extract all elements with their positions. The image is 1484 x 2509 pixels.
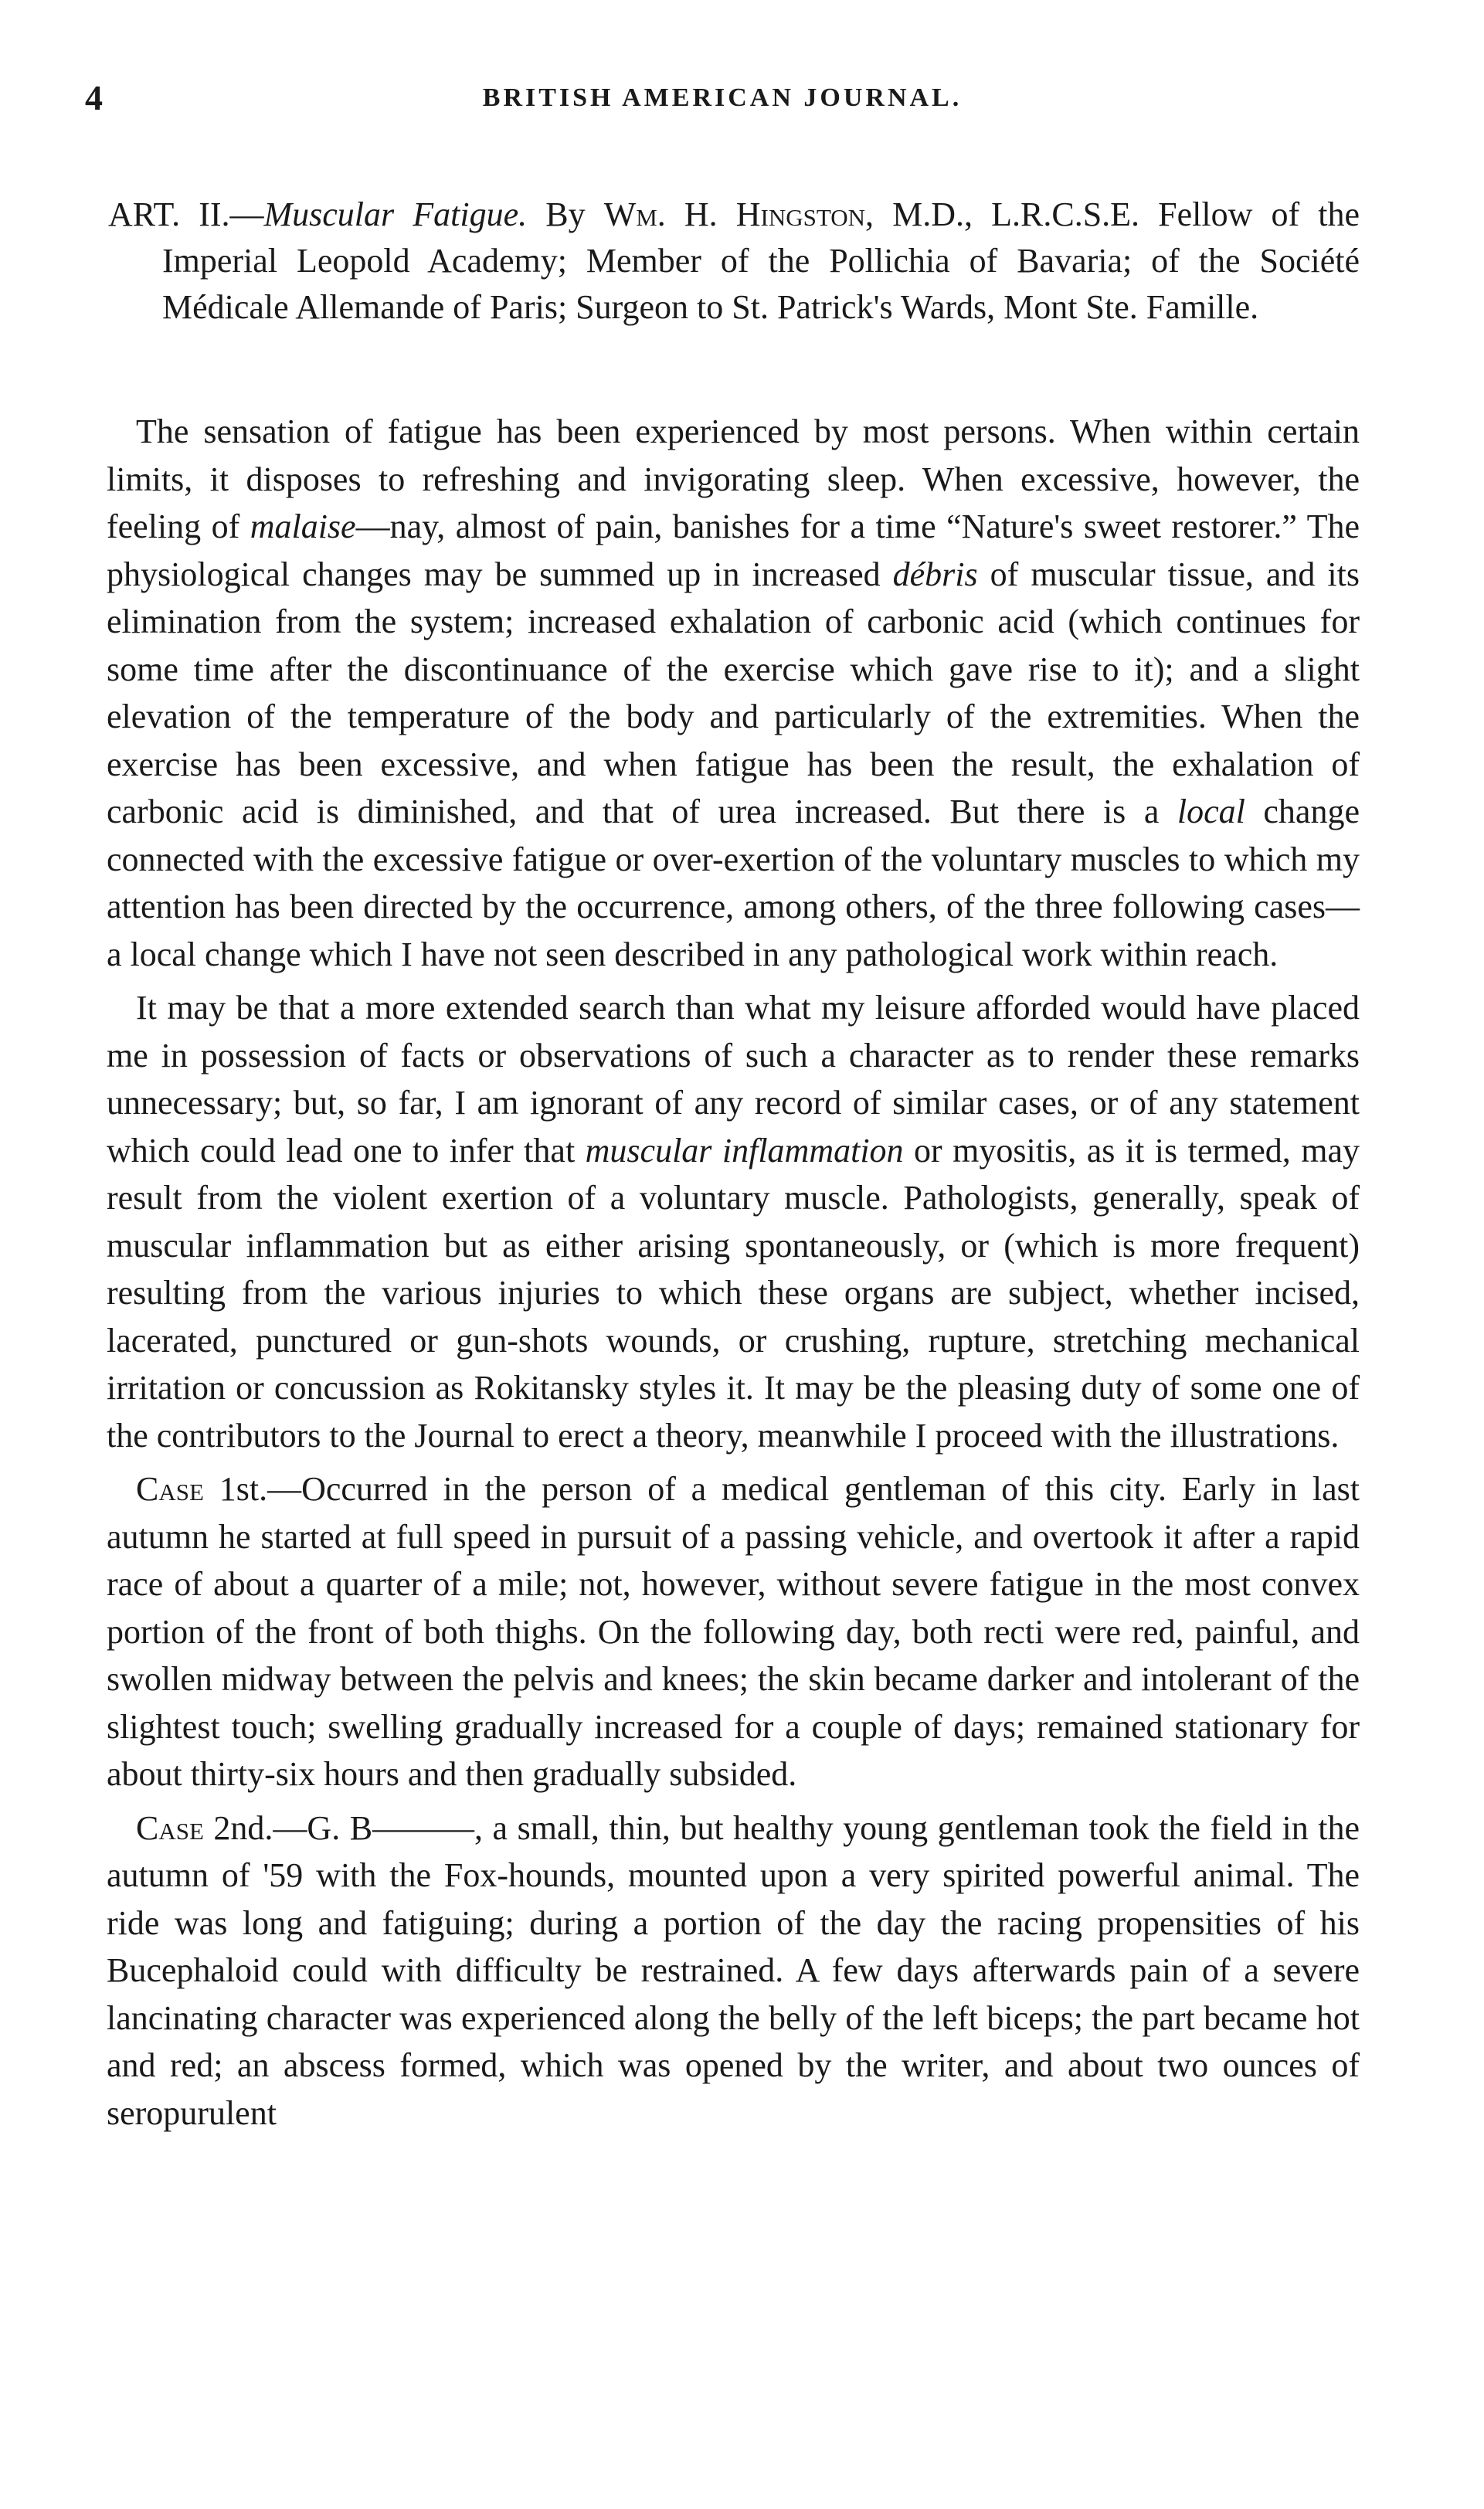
paragraph-1-text-c: —nay, almost of pain, banishes for a time “Nature's sweet restorer.” The physiological changes may be summed up in increased [107, 508, 1360, 593]
paragraph-1-emphasis-malaise: malaise [250, 508, 356, 545]
paragraph-case-2 [107, 1805, 1360, 2137]
article-heading [108, 192, 1360, 331]
case-1-text: 1st.—Occurred in the person of a medical gentleman of this city. Early in last autumn he started at full speed in pursuit of a passing vehicle, and overtook it after a rapid race of about a quarter of a mile; not, however, without severe fatigue in the most convex portion of the front of both thighs. On the following day, both recti were red, painful, and swollen midway between the pelvis and knees; the skin became darker and intolerant of the slightest touch; swelling gradually increased for a couple of days; remained stationary for about thirty-six hours and then gradually subsided. [107, 1470, 1360, 1793]
running-head [85, 77, 1360, 124]
journal-title: BRITISH AMERICAN JOURNAL. [482, 83, 963, 112]
article-by: By [527, 195, 604, 233]
paragraph-1-text-g: change connected with the excessive fatigue or over-exertion of the voluntary muscles to which my attention has been directed by the occurrence, among others, of the three following cases—a local change which I have not seen described in any pathological work within reach. [107, 793, 1360, 973]
paragraph-case-1 [107, 1465, 1360, 1798]
paragraph-1 [107, 408, 1360, 978]
case-2-text: 2nd.—G. B———, a small, thin, but healthy young gentleman took the field in the autumn of '59 with the Fox-hounds, mounted upon a very spirited powerful animal. The ride was long and fatiguing; during a portion of the day the racing propensities of his Bucephaloid could with difficulty be restrained. A few days afterwards pain of a severe lancinating character was experienced along the belly of the left biceps; the part became hot and red; an abscess formed, which was opened by the writer, and about two ounces of seropurulent [107, 1808, 1360, 2132]
author-credentials: , M.D., L.R.C.S.E. Fellow of the Imperial Leopold Academy; Member of the Pollichia of Bavaria; of the Société Médicale Allemande of Paris; Surgeon to St. Patrick's Wards, Mont Ste. Famille. [162, 195, 1360, 326]
paragraph-1-emphasis-debris: débris [892, 555, 978, 593]
page-number: 4 [85, 78, 103, 117]
case-1-label: Case [136, 1470, 204, 1508]
paragraph-2-text-c: or myositis, as it is termed, may result from the violent exertion of a voluntary muscle. Pathologists, generally, speak of muscular inflammation but as either arising spontaneously, or (which is more frequent) resulting from the various injuries to which these organs are subject, whether incised, lacerated, punctured or gun-shots wounds, or crushing, rupture, stretching mechanical irritation or concussion as Rokitansky styles it. It may be the pleasing duty of some one of the contributors to the Journal to erect a theory, meanwhile I proceed with the illustrations. [107, 1131, 1360, 1455]
paragraph-2-emphasis-muscular-inflammation: muscular inflammation [585, 1131, 904, 1170]
article-body [107, 408, 1360, 2143]
paragraph-2-text-a: It may be that a more extended search than what my leisure afforded would have placed me in possession of facts or observations of such a character as to render these remarks unnecessary; but, so far, I am ignorant of any record of similar cases, or of any statement which could lead one to infer that [107, 989, 1360, 1170]
article-title: Muscular Fatigue. [263, 195, 528, 233]
paragraph-1-text-e: of muscular tissue, and its elimination from the system; increased exhalation of carbonic acid (which continues for some time after the discontinuance of the exercise which gave rise to it); and a slight elevation of the temperature of the body and particularly of the extremities. When the exercise has been excessive, and when fatigue has been the result, the exhalation of carbonic acid is diminished, and that of urea increased. But there is a [107, 555, 1360, 830]
paragraph-1-text-a: The sensation of fatigue has been experienced by most persons. When within certain limits, it disposes to refreshing and invigorating sleep. When excessive, however, the feeling of [107, 413, 1360, 545]
paragraph-2 [107, 984, 1360, 1459]
article-heading-text [108, 192, 1360, 331]
paragraph-1-emphasis-local: local [1177, 793, 1245, 830]
case-2-label: Case [136, 1808, 204, 1847]
author-name: Wm. H. Hingston [603, 195, 866, 233]
article-label: ART. II.— [108, 195, 264, 233]
